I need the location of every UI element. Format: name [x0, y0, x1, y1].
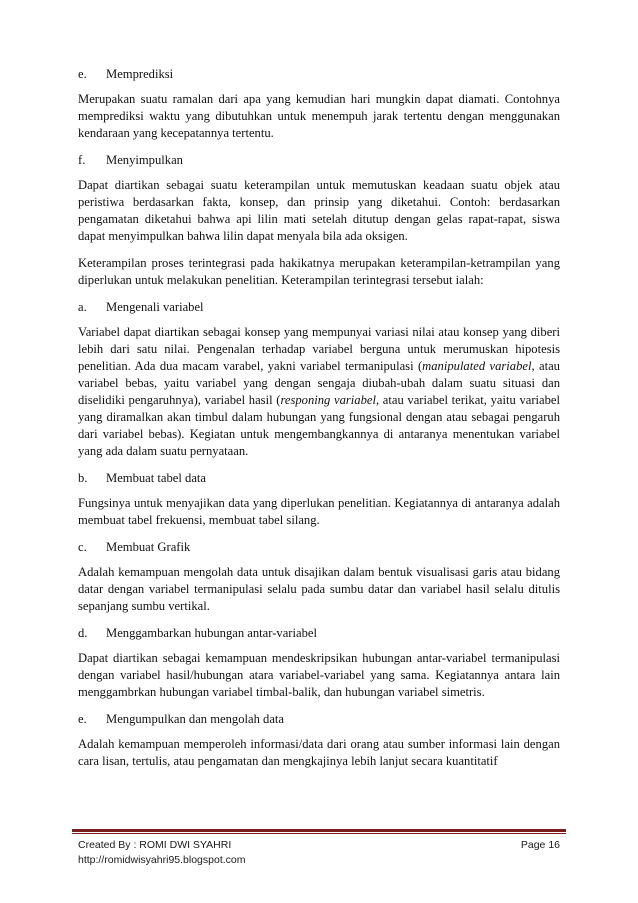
section-letter: e. [78, 67, 87, 81]
paragraph: Adalah kemampuan memperoleh informasi/data dari orang atau sumber informasi lain dengan cara lisan, tertulis, atau pengamatan dan mengkajinya lebih lanjut secara kuantitatif [78, 737, 560, 768]
section-heading [78, 66, 560, 83]
paragraph: Merupakan suatu ramalan dari apa yang kemudian hari mungkin dapat diamati. Contohnya memprediksi waktu yang dibutuhkan untuk menempuh jarak tertentu dengan menggunakan kendaraan yang kecepatannya tertentu. [78, 92, 560, 140]
paragraph-text: Variabel dapat diartikan sebagai konsep yang mempunyai variasi nilai atau konsep yang diberi lebih dari satu nilai. Pengenalan terhadap variabel berguna untuk merumuskan hipotesis penelitian. Ada dua macam varabel, yakni variabel termanipulasi ( [78, 325, 560, 373]
paragraph: Dapat diartikan sebagai suatu keterampilan untuk memutuskan keadaan suatu objek atau peristiwa berdasarkan fakta, konsep, dan prinsip yang diketahui. Contoh: berdasarkan pengamatan diketahui bahwa api lilin mati setelah ditutup dengan gelas rapat-rapat, siswa dapat menyimpulkan bahwa lilin dapat menyala bila ada oksigen. [78, 178, 560, 243]
italic-term: responing variabel [280, 393, 376, 407]
section-title: Membuat tabel data [106, 471, 207, 485]
section-letter: a. [78, 300, 87, 314]
section-heading [78, 299, 560, 316]
section-heading [78, 152, 560, 169]
footer-rule-thin [72, 833, 566, 834]
section-title: Mengenali variabel [106, 300, 204, 314]
section-letter: f. [78, 153, 86, 167]
page-footer [78, 838, 560, 868]
paragraph-text: , atau variabel bebas, yaitu variabel yang dengan sengaja diubah-ubah dalam suatu situasi dan diselidiki pengaruhnya), variabel hasil ( [78, 359, 560, 407]
footer-url: http://romidwisyahri95.blogspot.com [78, 854, 246, 866]
paragraph: Adalah kemampuan mengolah data untuk disajikan dalam bentuk visualisasi garis atau bidang datar dengan variabel termanipulasi selalu pada sumbu datar dan variabel hasil selalu ditulis sepanjang sumbu vertikal. [78, 565, 560, 613]
section-letter: e. [78, 712, 87, 726]
section-title: Mengumpulkan dan mengolah data [106, 712, 285, 726]
section-heading [78, 711, 560, 728]
document-body [78, 66, 560, 780]
section-title: Membuat Grafik [106, 540, 191, 554]
paragraph-text: , atau variabel terikat, yaitu variabel yang diramalkan akan timbul dalam hubungan yang fungsional dengan atau sebagai pengaruh dari variabel bebas). Kegiatan untuk mengembangkannya di antaranya menentukan variabel yang ada dalam suatu pernyataan. [78, 393, 561, 458]
paragraph [78, 324, 560, 460]
section-heading [78, 470, 560, 487]
paragraph: Fungsinya untuk menyajikan data yang diperlukan penelitian. Kegiatannya di antaranya adalah membuat tabel frekuensi, membuat tabel silang. [78, 496, 560, 527]
section-heading [78, 625, 560, 642]
paragraph: Keterampilan proses terintegrasi pada hakikatnya merupakan keterampilan-ketrampilan yang diperlukan untuk melakukan penelitian. Keterampilan terintegrasi tersebut ialah: [78, 256, 560, 287]
footer-author: Created By : ROMI DWI SYAHRI [78, 839, 232, 851]
section-letter: c. [78, 540, 87, 554]
section-letter: b. [78, 471, 88, 485]
footer-page-number: Page 16 [520, 839, 560, 851]
section-title: Menyimpulkan [106, 153, 183, 167]
section-title: Menggambarkan hubungan antar-variabel [106, 626, 317, 640]
footer-rule-thick [72, 829, 566, 832]
italic-term: manipulated variabel [422, 359, 532, 373]
paragraph: Dapat diartikan sebagai kemampuan mendeskripsikan hubungan antar-variabel termanipulasi dengan variabel hasil/hubungan atara variabel-variabel yang sama. Kegiatannya antara lain menggambrkan hubungan variabel timbal-balik, dan hubungan variabel simetris. [78, 651, 560, 699]
section-heading [78, 539, 560, 556]
section-title: Memprediksi [106, 67, 174, 81]
section-letter: d. [78, 626, 88, 640]
